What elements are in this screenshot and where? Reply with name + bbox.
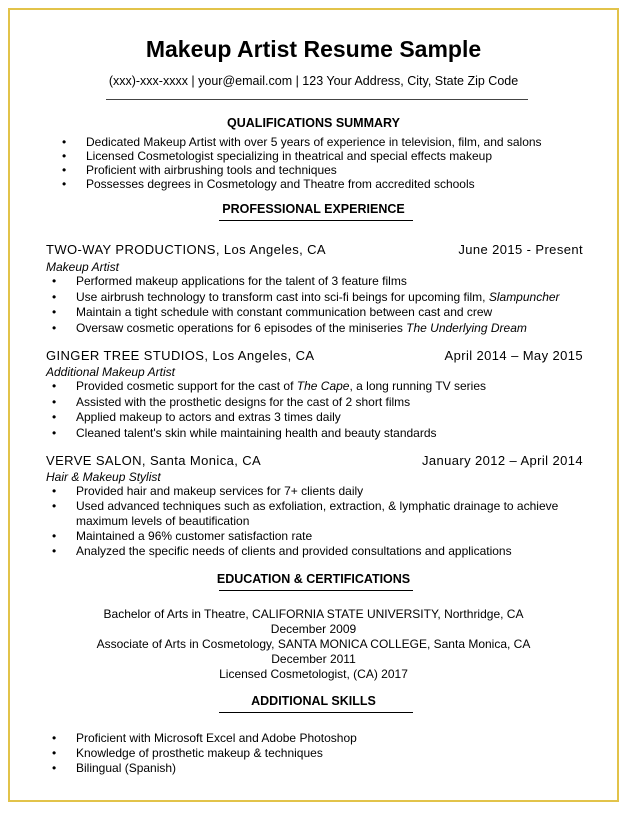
company-name: TWO-WAY PRODUCTIONS, Los Angeles, CA — [46, 242, 326, 257]
job-bullets — [52, 379, 487, 441]
job-header — [46, 348, 583, 363]
education-line: Licensed Cosmetologist, (CA) 2017 — [219, 667, 408, 681]
list-item: • Maintain a tight schedule with constant communication between cast and crew — [52, 305, 493, 319]
bullet-icon: • — [52, 731, 57, 745]
list-item: • Bilingual (Spanish) — [52, 761, 177, 775]
company-name: VERVE SALON, Santa Monica, CA — [46, 453, 262, 468]
resume-page — [8, 8, 619, 802]
qualifications-list — [62, 135, 542, 191]
list-item: • Proficient with Microsoft Excel and Adobe Photoshop — [52, 731, 357, 745]
bullet-icon: • — [52, 746, 57, 760]
bullet-icon: • — [52, 410, 57, 424]
list-item: • Used advanced techniques such as exfoliation, extraction, & lymphatic drainage to achieve maximum levels of beautification — [52, 499, 559, 528]
job-role: Makeup Artist — [46, 260, 119, 274]
bullet-icon: • — [62, 177, 67, 191]
education-line: December 2011 — [271, 652, 356, 666]
bullet-icon: • — [52, 274, 57, 288]
bullet-icon: • — [52, 379, 57, 393]
bullet-icon: • — [62, 149, 67, 163]
bullet-icon: • — [52, 761, 57, 775]
job-bullets — [52, 484, 566, 559]
bullet-icon: • — [52, 394, 57, 409]
job-role: Additional Makeup Artist — [46, 365, 175, 379]
job-role: Hair & Makeup Stylist — [46, 470, 161, 484]
list-item: • Proficient with airbrushing tools and techniques — [62, 163, 337, 177]
skills-heading: ADDITIONAL SKILLS — [251, 694, 376, 708]
bullet-icon: • — [62, 163, 67, 177]
list-item: • Cleaned talent's skin while maintaining health and beauty standards — [52, 425, 437, 440]
divider — [219, 590, 413, 591]
list-item: • Performed makeup applications for the talent of 3 feature films — [52, 274, 407, 288]
bullet-icon: • — [52, 499, 57, 513]
job-dates: June 2015 - Present — [458, 242, 583, 257]
education-line: Associate of Arts in Cosmetology, SANTA MONICA COLLEGE, Santa Monica, CA — [96, 637, 531, 651]
list-item: • Use airbrush technology to transform cast into sci-fi beings for upcoming film, Slampuncher — [52, 289, 560, 304]
company-name: GINGER TREE STUDIOS, Los Angeles, CA — [46, 348, 315, 363]
bullet-icon: • — [52, 529, 57, 543]
resume-title: Makeup Artist Resume Sample — [145, 36, 482, 62]
contact-line: (xxx)-xxx-xxxx | your@email.com | 123 Your Address, City, State Zip Code — [108, 74, 519, 88]
skills-list — [52, 731, 357, 776]
list-item: • Dedicated Makeup Artist with over 5 years of experience in television, film, and salons — [62, 135, 542, 149]
list-item: • Analyzed the specific needs of clients and provided consultations and applications — [52, 544, 512, 558]
divider — [106, 99, 528, 100]
list-item: • Oversaw cosmetic operations for 6 episodes of the miniseries The Underlying Dream — [52, 320, 527, 335]
divider — [219, 220, 413, 221]
list-item: • Knowledge of prosthetic makeup & techniques — [52, 746, 323, 760]
job-dates: January 2012 – April 2014 — [421, 453, 583, 468]
list-item: • Licensed Cosmetologist specializing in theatrical and special effects makeup — [62, 149, 493, 163]
bullet-icon: • — [52, 544, 57, 558]
job-bullets — [52, 274, 560, 336]
bullet-icon: • — [52, 289, 57, 304]
bullet-icon: • — [52, 305, 57, 319]
experience-heading: PROFESSIONAL EXPERIENCE — [222, 202, 405, 216]
job-header — [46, 453, 583, 468]
list-item: • Possesses degrees in Cosmetology and Theatre from accredited schools — [62, 177, 475, 191]
list-item: • Applied makeup to actors and extras 3 times daily — [52, 410, 341, 424]
education-heading: EDUCATION & CERTIFICATIONS — [216, 572, 411, 586]
list-item: • Maintained a 96% customer satisfaction rate — [52, 529, 313, 543]
education-line: December 2009 — [270, 622, 357, 636]
list-item: • Provided hair and makeup services for 7+ clients daily — [52, 484, 364, 498]
bullet-icon: • — [52, 484, 57, 498]
education-line: Bachelor of Arts in Theatre, CALIFORNIA STATE UNIVERSITY, Northridge, CA — [103, 607, 524, 621]
list-item: • Provided cosmetic support for the cast of The Cape, a long running TV series — [52, 379, 487, 393]
bullet-icon: • — [52, 425, 57, 440]
job-dates: April 2014 – May 2015 — [444, 348, 583, 363]
divider — [219, 712, 413, 713]
list-item: • Assisted with the prosthetic designs for the cast of 2 short films — [52, 394, 411, 409]
bullet-icon: • — [62, 135, 67, 149]
job-header — [46, 242, 583, 257]
qualifications-heading: QUALIFICATIONS SUMMARY — [227, 116, 400, 130]
bullet-icon: • — [52, 320, 57, 335]
